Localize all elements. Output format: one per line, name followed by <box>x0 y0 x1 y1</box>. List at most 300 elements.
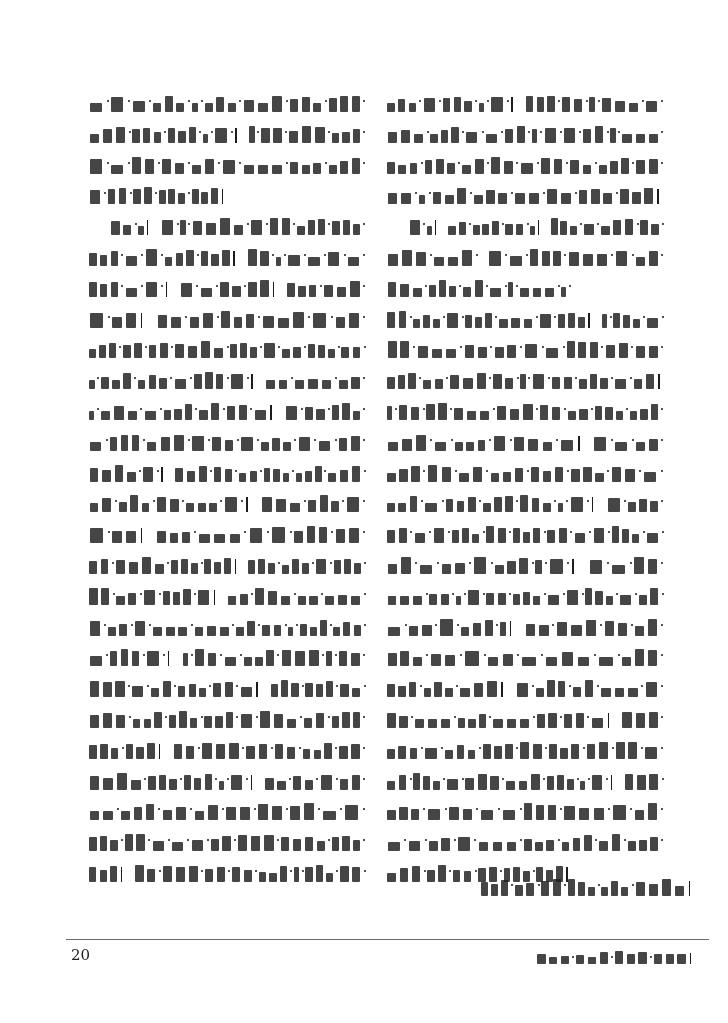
right-column-line <box>386 334 664 365</box>
glyph-stack <box>265 778 273 790</box>
tsheg-mark <box>180 778 182 780</box>
glyph-stack <box>309 285 316 297</box>
tsheg-mark <box>591 408 593 410</box>
glyph-stack <box>326 651 332 666</box>
glyph-stack <box>616 742 625 759</box>
glyph-stack <box>244 165 254 174</box>
glyph-stack <box>192 436 204 451</box>
tsheg-mark <box>520 346 522 348</box>
tsheg-mark <box>423 408 425 410</box>
tsheg-mark <box>637 223 639 225</box>
glyph-stack <box>251 220 262 235</box>
glyph-stack <box>507 719 516 728</box>
tsheg-mark <box>632 439 634 441</box>
glyph-stack <box>239 473 247 482</box>
glyph-stack <box>328 349 335 358</box>
tsheg-mark <box>139 470 141 472</box>
glyph-stack <box>250 528 263 543</box>
glyph-stack <box>89 561 97 574</box>
tsheg-mark <box>254 808 256 810</box>
tsheg-mark <box>232 624 234 626</box>
glyph-stack <box>575 533 586 543</box>
glyph-stack <box>90 656 102 666</box>
glyph-stack <box>246 746 255 759</box>
glyph-stack <box>425 503 437 512</box>
glyph-stack <box>613 313 620 328</box>
glyph-stack <box>410 220 420 235</box>
tsheg-mark <box>185 316 187 318</box>
tsheg-mark <box>598 100 600 102</box>
tsheg-mark <box>449 870 451 872</box>
glyph-stack <box>616 251 628 266</box>
shad-mark <box>611 775 613 790</box>
glyph-stack <box>602 98 611 112</box>
glyph-stack <box>605 621 614 636</box>
tsheg-mark <box>450 408 452 410</box>
tsheg-mark <box>632 884 634 886</box>
glyph-stack <box>138 226 143 235</box>
tsheg-mark <box>107 162 109 164</box>
glyph-stack <box>435 379 443 389</box>
tsheg-mark <box>543 192 545 194</box>
glyph-stack <box>613 220 621 235</box>
glyph-stack <box>465 651 478 666</box>
glyph-stack <box>546 348 558 358</box>
left-column-line <box>88 88 366 119</box>
glyph-stack <box>600 952 608 964</box>
glyph-stack <box>515 885 523 896</box>
right-column-line-text <box>386 827 387 828</box>
glyph-stack <box>232 867 240 882</box>
glyph-stack <box>521 163 533 174</box>
glyph-stack <box>90 528 103 543</box>
tsheg-mark <box>595 839 597 841</box>
glyph-stack <box>606 345 615 358</box>
tsheg-mark <box>190 808 192 810</box>
glyph-stack <box>90 811 100 820</box>
right-column-glyph-row <box>386 402 664 420</box>
tsheg-mark <box>567 470 569 472</box>
glyph-stack <box>225 469 233 482</box>
glyph-stack <box>388 442 398 451</box>
tsheg-mark <box>227 377 229 379</box>
tsheg-mark <box>159 870 161 872</box>
glyph-stack <box>145 159 154 174</box>
left-column-line-text <box>88 88 89 89</box>
glyph-stack <box>266 650 274 666</box>
glyph-stack <box>169 779 176 790</box>
glyph-stack <box>258 559 265 574</box>
tsheg-mark <box>606 778 608 780</box>
tsheg-mark <box>363 408 365 410</box>
tsheg-mark <box>410 778 412 780</box>
tsheg-mark <box>502 778 504 780</box>
glyph-stack <box>259 744 268 759</box>
glyph-stack <box>313 163 321 174</box>
glyph-stack <box>615 101 624 112</box>
tsheg-mark <box>286 100 288 102</box>
glyph-stack <box>241 437 253 451</box>
right-column-glyph-row <box>386 556 664 574</box>
tsheg-mark <box>97 408 99 410</box>
glyph-stack <box>454 408 463 420</box>
tsheg-mark <box>363 254 365 256</box>
glyph-stack <box>173 592 180 605</box>
glyph-stack <box>344 559 351 574</box>
tsheg-mark <box>335 747 337 749</box>
tsheg-mark <box>460 346 462 348</box>
glyph-stack <box>231 775 242 790</box>
tsheg-mark <box>117 808 119 810</box>
glyph-stack <box>146 804 155 820</box>
glyph-stack <box>308 220 315 235</box>
glyph-stack <box>241 687 252 697</box>
tsheg-mark <box>505 254 507 256</box>
glyph-stack <box>388 254 398 266</box>
left-column-line <box>88 796 366 827</box>
glyph-stack <box>579 409 587 420</box>
tsheg-mark <box>611 254 613 256</box>
tsheg-mark <box>161 285 163 287</box>
tsheg-mark <box>536 316 538 318</box>
glyph-stack <box>468 750 476 759</box>
glyph-stack <box>293 312 304 328</box>
tsheg-mark <box>410 316 412 318</box>
glyph-stack <box>440 619 452 636</box>
tsheg-mark <box>363 500 365 502</box>
glyph-stack <box>535 560 541 574</box>
glyph-stack <box>126 288 137 297</box>
glyph-stack <box>487 681 496 697</box>
glyph-stack <box>539 625 548 636</box>
glyph-stack <box>648 803 657 820</box>
glyph-stack <box>353 224 360 235</box>
glyph-stack <box>615 688 624 697</box>
glyph-stack <box>541 158 550 174</box>
tsheg-mark <box>487 100 489 102</box>
glyph-stack <box>325 596 334 605</box>
left-column-line-text <box>88 211 89 212</box>
glyph-stack <box>578 882 585 896</box>
glyph-stack <box>541 881 549 896</box>
tsheg-mark <box>563 593 565 595</box>
tsheg-mark <box>631 346 633 348</box>
glyph-stack <box>127 472 136 482</box>
right-column-line-text <box>386 273 387 274</box>
glyph-stack <box>586 620 596 636</box>
glyph-stack <box>114 406 123 420</box>
tsheg-mark <box>304 346 306 348</box>
tsheg-mark <box>597 223 599 225</box>
glyph-stack <box>293 347 301 358</box>
glyph-stack <box>431 654 441 666</box>
tsheg-mark <box>258 316 260 318</box>
left-column-line-text <box>88 119 89 120</box>
glyph-stack <box>343 220 350 235</box>
tsheg-mark <box>324 254 326 256</box>
tsheg-mark <box>537 162 539 164</box>
glyph-stack <box>475 317 482 328</box>
glyph-stack <box>339 651 348 666</box>
glyph-stack <box>121 435 129 451</box>
glyph-stack <box>102 470 111 482</box>
left-column-glyph-row <box>88 679 366 697</box>
tsheg-mark <box>509 593 511 595</box>
glyph-stack <box>313 103 321 112</box>
tsheg-mark <box>277 654 279 656</box>
tsheg-mark <box>404 839 406 841</box>
tsheg-mark <box>293 223 295 225</box>
tsheg-mark <box>548 377 550 379</box>
glyph-stack <box>619 343 628 358</box>
right-column-line-text <box>386 365 387 366</box>
glyph-stack <box>203 313 213 328</box>
glyph-stack <box>308 257 319 266</box>
glyph-stack <box>501 880 508 896</box>
tsheg-mark <box>410 531 412 533</box>
glyph-stack <box>110 840 117 851</box>
tsheg-mark <box>260 470 262 472</box>
tsheg-mark <box>661 654 663 656</box>
glyph-stack <box>161 437 171 451</box>
glyph-stack <box>178 686 185 697</box>
glyph-stack <box>199 466 207 482</box>
glyph-stack <box>622 657 631 666</box>
tsheg-mark <box>421 500 423 502</box>
glyph-stack <box>435 442 447 451</box>
left-column-line <box>88 427 366 458</box>
glyph-stack <box>599 657 612 666</box>
glyph-stack <box>149 375 157 389</box>
tsheg-mark <box>483 593 485 595</box>
glyph-stack <box>304 803 314 820</box>
glyph-stack <box>649 346 658 358</box>
glyph-stack <box>434 682 442 697</box>
glyph-stack <box>225 497 237 512</box>
glyph-stack <box>205 774 212 790</box>
glyph-stack <box>275 744 284 759</box>
glyph-stack <box>283 442 291 451</box>
glyph-stack <box>307 526 316 543</box>
glyph-stack <box>612 565 625 574</box>
glyph-stack <box>633 319 640 328</box>
glyph-stack <box>100 836 107 851</box>
glyph-stack <box>594 808 604 820</box>
glyph-stack <box>90 715 99 728</box>
glyph-stack <box>215 716 222 728</box>
tsheg-mark <box>191 654 193 656</box>
glyph-stack <box>401 193 411 204</box>
glyph-stack <box>545 288 554 297</box>
tsheg-mark <box>220 654 222 656</box>
glyph-stack <box>178 131 185 143</box>
tsheg-mark <box>364 685 366 687</box>
right-column-line <box>386 150 664 181</box>
glyph-stack <box>441 719 450 728</box>
glyph-stack <box>433 781 440 790</box>
glyph-stack <box>316 865 323 882</box>
author-signature-text <box>480 876 481 877</box>
left-column-glyph-row <box>88 94 366 112</box>
glyph-stack <box>498 593 506 605</box>
glyph-stack <box>458 718 465 728</box>
tsheg-mark <box>459 285 461 287</box>
left-column-line <box>88 396 366 427</box>
glyph-stack <box>103 778 113 790</box>
tsheg-mark <box>336 870 338 872</box>
glyph-stack <box>478 347 487 358</box>
tsheg-mark <box>247 377 249 379</box>
tsheg-mark <box>586 100 588 102</box>
glyph-stack <box>505 744 513 759</box>
glyph-stack <box>181 283 192 297</box>
right-column-line-text <box>386 150 387 151</box>
glyph-stack <box>524 319 533 328</box>
shad-mark <box>689 881 691 896</box>
glyph-stack <box>163 810 173 820</box>
glyph-stack <box>240 594 248 605</box>
tsheg-mark <box>516 500 518 502</box>
glyph-stack <box>317 841 325 851</box>
left-column-line-text <box>88 150 89 151</box>
glyph-stack <box>100 255 107 266</box>
glyph-stack <box>157 531 166 543</box>
tsheg-mark <box>630 562 632 564</box>
tsheg-mark <box>121 285 123 287</box>
tsheg-mark <box>544 531 546 533</box>
glyph-stack <box>215 128 226 143</box>
right-column-line <box>386 796 664 827</box>
tsheg-mark <box>474 839 476 841</box>
glyph-stack <box>635 649 644 666</box>
tsheg-mark <box>479 747 481 749</box>
glyph-stack <box>547 189 557 204</box>
glyph-stack <box>144 187 152 204</box>
glyph-stack <box>590 374 597 389</box>
glyph-stack <box>131 780 141 790</box>
left-column-line <box>88 211 366 242</box>
tsheg-mark <box>292 470 294 472</box>
tsheg-mark <box>423 470 425 472</box>
right-column-glyph-row <box>386 772 664 790</box>
tsheg-mark <box>526 254 528 256</box>
glyph-stack <box>111 748 119 759</box>
glyph-stack <box>229 743 238 759</box>
glyph-stack <box>90 442 102 451</box>
glyph-stack <box>636 882 645 896</box>
tsheg-mark <box>564 884 566 886</box>
glyph-stack <box>136 834 144 851</box>
tsheg-mark <box>170 377 172 379</box>
glyph-stack <box>516 224 524 235</box>
tsheg-mark <box>364 870 366 872</box>
glyph-stack <box>486 526 494 543</box>
glyph-stack <box>308 500 316 512</box>
glyph-stack <box>217 867 225 882</box>
glyph-stack <box>308 379 317 389</box>
tsheg-mark <box>516 285 518 287</box>
glyph-stack <box>255 657 263 666</box>
glyph-stack <box>416 435 426 451</box>
tsheg-mark <box>143 654 145 656</box>
glyph-stack <box>523 592 530 605</box>
left-column-glyph-row <box>88 587 366 605</box>
left-column-glyph-row <box>88 156 366 174</box>
shad-mark <box>251 374 253 389</box>
glyph-stack <box>399 716 407 728</box>
tsheg-mark <box>419 377 421 379</box>
glyph-stack <box>621 158 629 174</box>
tsheg-mark <box>533 716 535 718</box>
glyph-stack <box>494 497 502 512</box>
tsheg-mark <box>336 778 338 780</box>
tsheg-mark <box>446 377 448 379</box>
tsheg-mark <box>527 470 529 472</box>
glyph-stack <box>211 254 218 266</box>
glyph-stack <box>543 503 551 512</box>
glyph-stack <box>290 99 298 112</box>
glyph-stack <box>497 406 506 420</box>
glyph-stack <box>442 564 452 574</box>
tsheg-mark <box>237 439 239 441</box>
glyph-stack <box>551 218 558 235</box>
glyph-stack <box>159 378 167 389</box>
glyph-stack <box>597 254 607 266</box>
left-column-line <box>88 858 366 889</box>
glyph-stack <box>564 377 572 389</box>
glyph-stack <box>147 442 157 451</box>
glyph-stack <box>537 714 545 728</box>
glyph-stack <box>248 560 255 574</box>
glyph-stack <box>143 128 150 143</box>
glyph-stack <box>90 468 99 482</box>
glyph-stack <box>424 688 432 697</box>
glyph-stack <box>116 560 125 574</box>
tsheg-mark <box>325 162 327 164</box>
tsheg-mark <box>277 839 279 841</box>
glyph-stack <box>208 805 218 820</box>
glyph-stack <box>552 377 560 389</box>
glyph-stack <box>622 134 631 143</box>
glyph-stack <box>154 132 161 143</box>
glyph-stack <box>560 221 567 235</box>
tsheg-mark <box>489 439 491 441</box>
glyph-stack <box>89 282 96 297</box>
tsheg-mark <box>491 562 493 564</box>
glyph-stack <box>180 220 185 235</box>
glyph-stack <box>584 835 592 851</box>
tsheg-mark <box>611 956 613 958</box>
glyph-stack <box>495 347 504 358</box>
glyph-stack <box>264 468 271 482</box>
glyph-stack <box>583 129 591 143</box>
shad-mark <box>161 467 163 482</box>
glyph-stack <box>503 810 515 820</box>
tsheg-mark <box>160 408 162 410</box>
tsheg-mark <box>558 839 560 841</box>
glyph-stack <box>409 626 418 636</box>
tsheg-mark <box>328 223 330 225</box>
right-column-glyph-row <box>386 371 664 389</box>
glyph-stack <box>250 347 257 358</box>
glyph-stack <box>553 251 561 266</box>
right-column-line <box>386 550 664 581</box>
glyph-stack <box>388 596 397 605</box>
glyph-stack <box>352 158 360 174</box>
glyph-stack <box>634 557 644 574</box>
glyph-stack <box>298 286 305 297</box>
glyph-stack <box>199 410 207 420</box>
